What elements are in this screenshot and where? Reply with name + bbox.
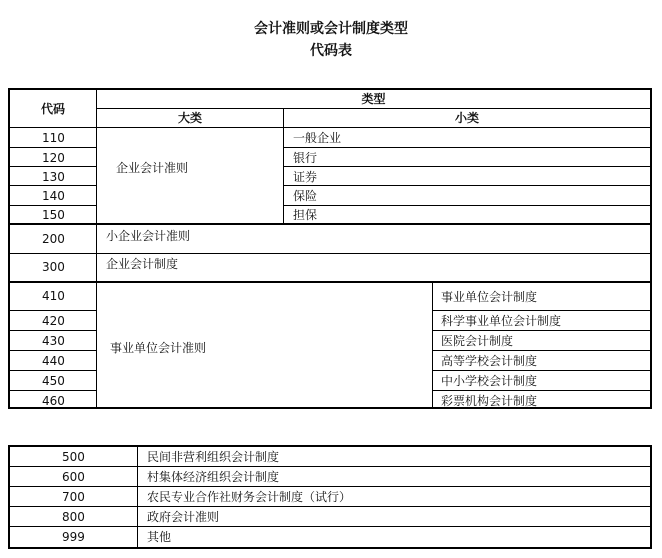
code-cell: 130 bbox=[42, 170, 65, 184]
minor-cell: 银行 bbox=[293, 151, 318, 165]
group-divider bbox=[10, 253, 650, 254]
row-line bbox=[10, 506, 650, 507]
code-table bbox=[8, 88, 652, 409]
row-line bbox=[432, 390, 650, 391]
row-line bbox=[10, 330, 96, 331]
row-line bbox=[283, 185, 650, 186]
code-cell: 450 bbox=[42, 374, 65, 388]
row-line bbox=[10, 466, 650, 467]
row-line bbox=[10, 390, 96, 391]
name-cell: 农民专业合作社财务会计制度（试行） bbox=[147, 490, 352, 504]
code-cell: 460 bbox=[42, 394, 65, 408]
row-line bbox=[432, 330, 650, 331]
row-line bbox=[10, 147, 96, 148]
code-cell: 150 bbox=[42, 208, 65, 222]
header-bottom-line bbox=[10, 127, 650, 128]
minor-cell: 证券 bbox=[293, 170, 318, 184]
group-divider bbox=[10, 281, 650, 283]
code-cell: 200 bbox=[42, 232, 65, 246]
name-cell: 政府会计准则 bbox=[147, 510, 220, 524]
name-cell: 其他 bbox=[147, 530, 172, 544]
major-cell: 企业会计准则 bbox=[116, 161, 189, 175]
group-divider bbox=[10, 223, 650, 225]
name-cell: 村集体经济组织会计制度 bbox=[147, 470, 280, 484]
code-cell: 800 bbox=[62, 510, 85, 524]
code-cell: 410 bbox=[42, 289, 65, 303]
row-line bbox=[432, 310, 650, 311]
minor-cell: 中小学校会计制度 bbox=[441, 374, 538, 388]
code-cell: 600 bbox=[62, 470, 85, 484]
row-line bbox=[432, 370, 650, 371]
row-line bbox=[10, 205, 96, 206]
minor-cell: 医院会计制度 bbox=[441, 334, 514, 348]
code-cell: 300 bbox=[42, 260, 65, 274]
row-line bbox=[10, 370, 96, 371]
minor-cell: 彩票机构会计制度 bbox=[441, 394, 538, 408]
minor-cell: 担保 bbox=[293, 208, 318, 222]
row-line bbox=[283, 166, 650, 167]
code-cell: 500 bbox=[62, 450, 85, 464]
row-line bbox=[283, 205, 650, 206]
code-cell: 999 bbox=[62, 530, 85, 544]
header-divider bbox=[96, 108, 650, 109]
code-cell: 420 bbox=[42, 314, 65, 328]
row-line bbox=[10, 310, 96, 311]
minor-cell: 科学事业单位会计制度 bbox=[441, 314, 562, 328]
row-line bbox=[10, 526, 650, 527]
row-line bbox=[10, 166, 96, 167]
major-cell: 事业单位会计准则 bbox=[110, 341, 207, 355]
minor-cell: 事业单位会计制度 bbox=[441, 290, 538, 304]
page-subtitle: 代码表 bbox=[310, 43, 352, 59]
row-line bbox=[432, 350, 650, 351]
minor-cell: 高等学校会计制度 bbox=[441, 354, 538, 368]
row-line bbox=[10, 350, 96, 351]
header-minor: 小类 bbox=[454, 111, 479, 125]
code-cell: 120 bbox=[42, 151, 65, 165]
group4-major-minor-divider bbox=[432, 283, 433, 407]
header-code: 代码 bbox=[40, 102, 65, 116]
column-divider bbox=[137, 447, 138, 547]
page-title: 会计准则或会计制度类型 bbox=[254, 21, 408, 37]
code-column-divider bbox=[96, 90, 97, 407]
header-type: 类型 bbox=[361, 92, 386, 106]
major-cell: 小企业会计准则 bbox=[106, 229, 191, 243]
row-line bbox=[283, 147, 650, 148]
code-cell: 110 bbox=[42, 131, 65, 145]
minor-cell: 一般企业 bbox=[293, 131, 342, 145]
row-line bbox=[10, 185, 96, 186]
header-major: 大类 bbox=[177, 111, 202, 125]
minor-cell: 保险 bbox=[293, 189, 318, 203]
code-cell: 440 bbox=[42, 354, 65, 368]
code-cell: 700 bbox=[62, 490, 85, 504]
code-cell: 430 bbox=[42, 334, 65, 348]
code-cell: 140 bbox=[42, 189, 65, 203]
other-code-table bbox=[8, 445, 652, 549]
major-cell: 企业会计制度 bbox=[106, 257, 179, 271]
name-cell: 民间非营利组织会计制度 bbox=[147, 450, 280, 464]
row-line bbox=[10, 486, 650, 487]
